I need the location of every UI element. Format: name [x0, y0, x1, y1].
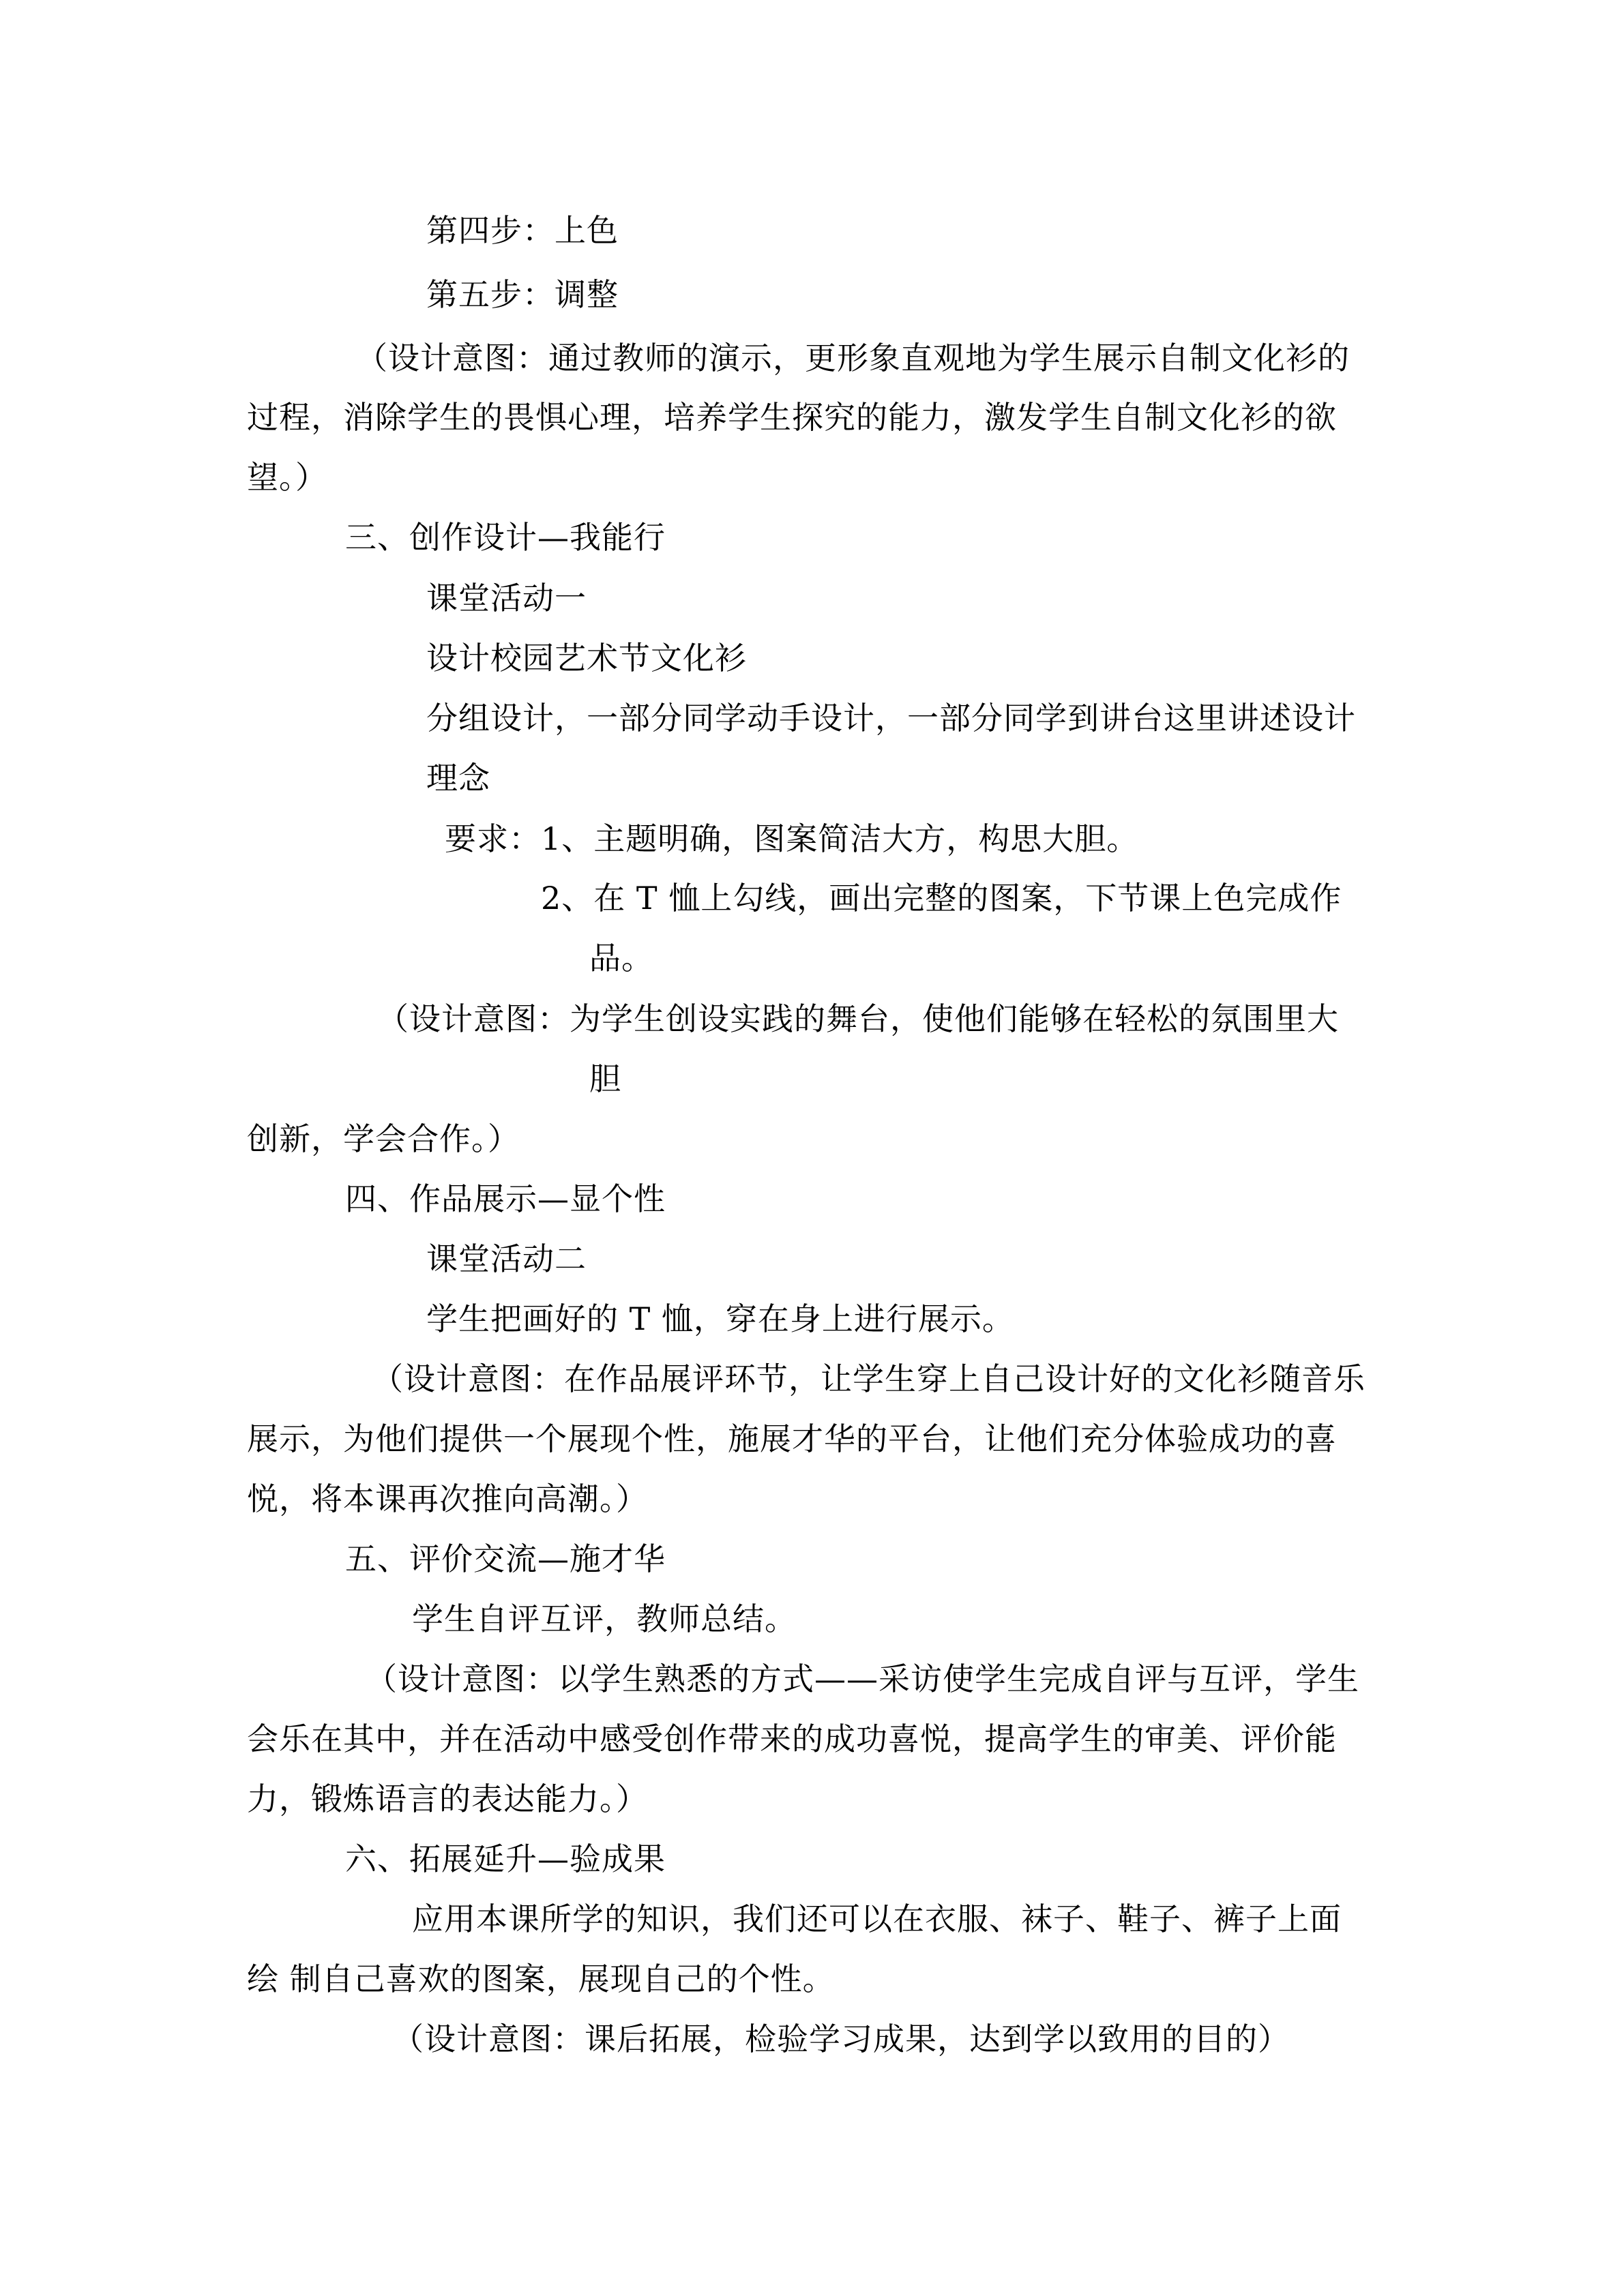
section-4-intent-line-3: 悦，将本课再次推向高潮。） — [247, 1480, 648, 1517]
section-4-intent-line-1: （设计意图：在作品展评环节，让学生穿上自己设计好的文化衫随音乐 — [372, 1360, 1365, 1397]
intent-1-line-1: （设计意图：通过教师的演示，更形象直观地为学生展示自制文化衫的 — [356, 340, 1350, 376]
intent-1-line-3: 望。） — [247, 459, 327, 496]
section-3-activity: 课堂活动一 — [426, 580, 587, 616]
section-5-intent-line-1: （设计意图：以学生熟悉的方式——采访使学生完成自评与互评，学生 — [366, 1660, 1359, 1697]
section-5-heading: 五、评价交流—施才华 — [345, 1540, 666, 1577]
step-five: 第五步：调整 — [426, 276, 619, 313]
section-5-intent-line-2: 会乐在其中，并在活动中感受创作带来的成功喜悦，提高学生的审美、评价能 — [247, 1720, 1337, 1757]
section-5-intent-line-3: 力，锻炼语言的表达能力。） — [247, 1780, 648, 1817]
section-6-intent: （设计意图：课后拓展，检验学习成果，达到学以致用的目的） — [392, 2021, 1290, 2057]
section-4-heading: 四、作品展示—显个性 — [345, 1180, 666, 1217]
step-four: 第四步：上色 — [426, 212, 619, 249]
section-5-task: 学生自评互评，教师总结。 — [412, 1600, 797, 1637]
section-3-heading: 三、创作设计—我能行 — [345, 519, 666, 556]
section-3-intent-line-3: 创新，学会合作。） — [247, 1120, 520, 1157]
section-3-group-line-1: 分组设计，一部分同学动手设计，一部分同学到讲台这里讲述设计 — [426, 700, 1356, 736]
section-3-requirement-2-line-1: 2、在 T 恤上勾线，画出完整的图案，下节课上色完成作 — [541, 880, 1342, 916]
section-4-task: 学生把画好的 T 恤，穿在身上进行展示。 — [426, 1300, 1014, 1337]
section-6-task-line-2: 绘 制自己喜欢的图案，展现自己的个性。 — [247, 1960, 835, 1997]
section-3-intent-line-2: 胆 — [589, 1060, 621, 1097]
section-4-intent-line-2: 展示，为他们提供一个展现个性，施展才华的平台，让他们充分体验成功的喜 — [247, 1420, 1337, 1457]
section-3-intent-line-1: （设计意图：为学生创设实践的舞台，使他们能够在轻松的氛围里大 — [377, 1000, 1339, 1037]
section-3-requirement-1: 要求：1、主题明确，图案简洁大方，构思大胆。 — [445, 820, 1139, 857]
section-3-task: 设计校园艺术节文化衫 — [426, 640, 747, 676]
intent-1-line-2: 过程，消除学生的畏惧心理，培养学生探究的能力，激发学生自制文化衫的欲 — [247, 399, 1337, 436]
section-6-heading: 六、拓展延升—验成果 — [345, 1840, 666, 1877]
section-3-requirement-2-line-2: 品。 — [589, 940, 653, 976]
section-6-task-line-1: 应用本课所学的知识，我们还可以在衣服、袜子、鞋子、裤子上面 — [412, 1900, 1342, 1937]
section-3-group-line-2: 理念 — [426, 760, 490, 796]
section-4-activity: 课堂活动二 — [426, 1240, 587, 1277]
